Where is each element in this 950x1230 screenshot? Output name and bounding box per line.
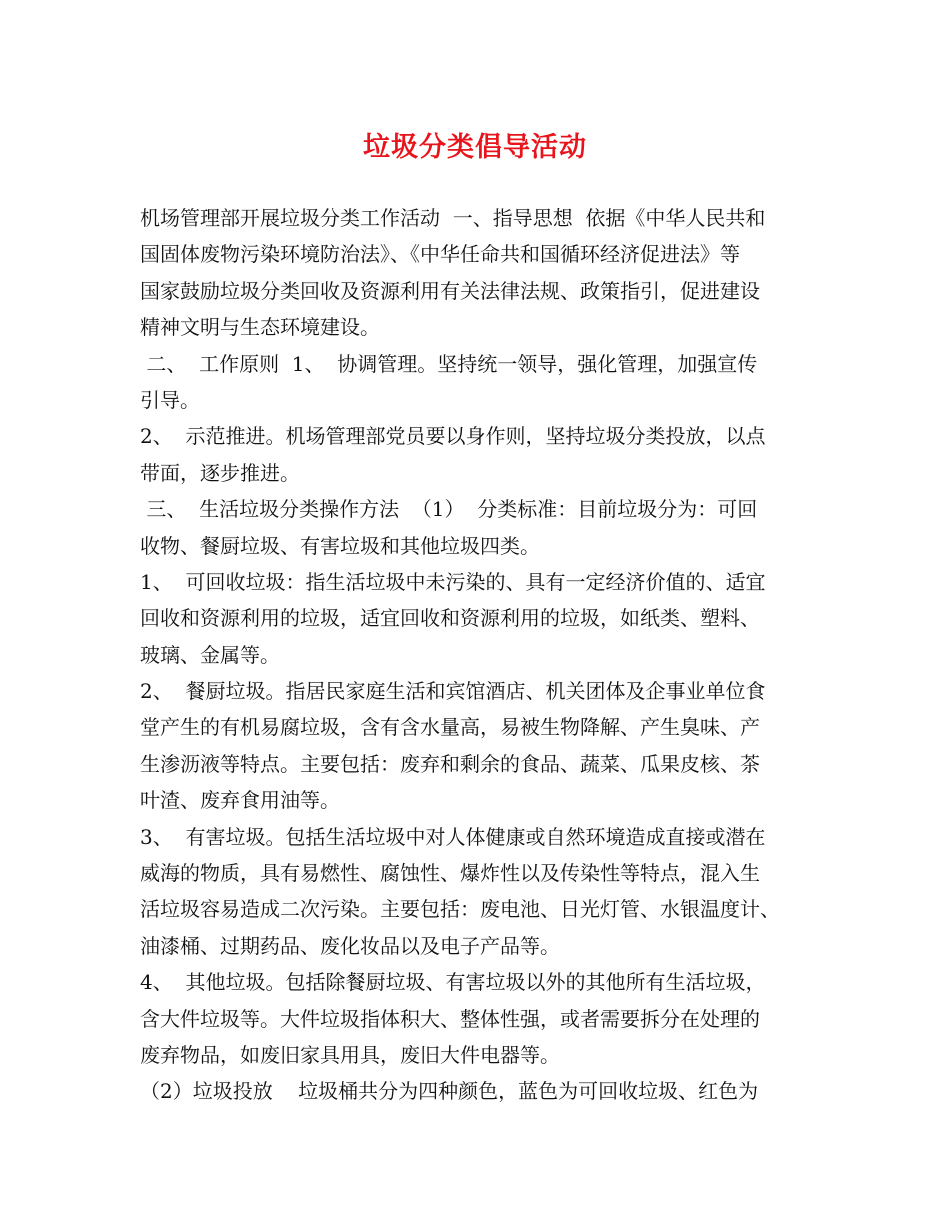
body-line: 玻璃、金属等。 <box>140 642 280 667</box>
body-line: 三、 生活垃圾分类操作方法 （1） 分类标准：目前垃圾分为：可回 <box>140 497 758 522</box>
body-line: 国家鼓励垃圾分类回收及资源利用有关法律法规、政策指引，促进建设 <box>140 278 760 303</box>
body-line: 活垃圾容易造成二次污染。主要包括：废电池、日光灯管、水银温度计、 <box>140 897 780 922</box>
body-line: 3、 有害垃圾。包括生活垃圾中对人体健康或自然环境造成直接或潜在 <box>140 824 766 849</box>
body-line: 二、 工作原则 1、 协调管理。坚持统一领导，强化管理，加强宣传 <box>140 351 758 376</box>
document-title: 垃圾分类倡导活动 <box>363 132 587 163</box>
body-line: （2）垃圾投放 垃圾桶共分为四种颜色，蓝色为可回收垃圾、红色为 <box>140 1079 759 1104</box>
body-line: 威海的物质，具有易燃性、腐蚀性、爆炸性以及传染性等特点，混入生 <box>140 861 760 886</box>
body-line: 精神文明与生态环境建设。 <box>140 315 380 340</box>
body-line: 收物、餐厨垃圾、有害垃圾和其他垃圾四类。 <box>140 533 540 558</box>
body-line: 回收和资源利用的垃圾，适宜回收和资源利用的垃圾，如纸类、塑料、 <box>140 606 760 631</box>
body-line: 国固体废物污染环境防治法》、《中华任命共和国循环经济促进法》等 <box>140 242 740 267</box>
body-line: 带面，逐步推进。 <box>140 460 300 485</box>
body-line: 4、 其他垃圾。包括除餐厨垃圾、有害垃圾以外的其他所有生活垃圾， <box>140 970 766 995</box>
body-line: 废弃物品，如废旧家具用具，废旧大件电器等。 <box>140 1042 560 1067</box>
body-line: 生渗沥液等特点。主要包括：废弃和剩余的食品、蔬菜、瓜果皮核、茶 <box>140 751 760 776</box>
body-line: 叶渣、废弃食用油等。 <box>140 788 340 813</box>
body-line: 2、 示范推进。机场管理部党员要以身作则，坚持垃圾分类投放，以点 <box>140 424 766 449</box>
body-line: 2、 餐厨垃圾。指居民家庭生活和宾馆酒店、机关团体及企事业单位食 <box>140 679 766 704</box>
body-line: 引导。 <box>140 387 200 412</box>
body-line: 含大件垃圾等。大件垃圾指体积大、整体性强，或者需要拆分在处理的 <box>140 1006 760 1031</box>
body-line: 堂产生的有机易腐垃圾，含有含水量高，易被生物降解、产生臭味、产 <box>140 715 760 740</box>
document-body <box>140 200 840 1110</box>
body-line: 油漆桶、过期药品、废化妆品以及电子产品等。 <box>140 933 560 958</box>
body-line: 1、 可回收垃圾：指生活垃圾中未污染的、具有一定经济价值的、适宜 <box>140 569 766 594</box>
body-line: 机场管理部开展垃圾分类工作活动 一、指导思想 依据《中华人民共和 <box>140 206 766 230</box>
